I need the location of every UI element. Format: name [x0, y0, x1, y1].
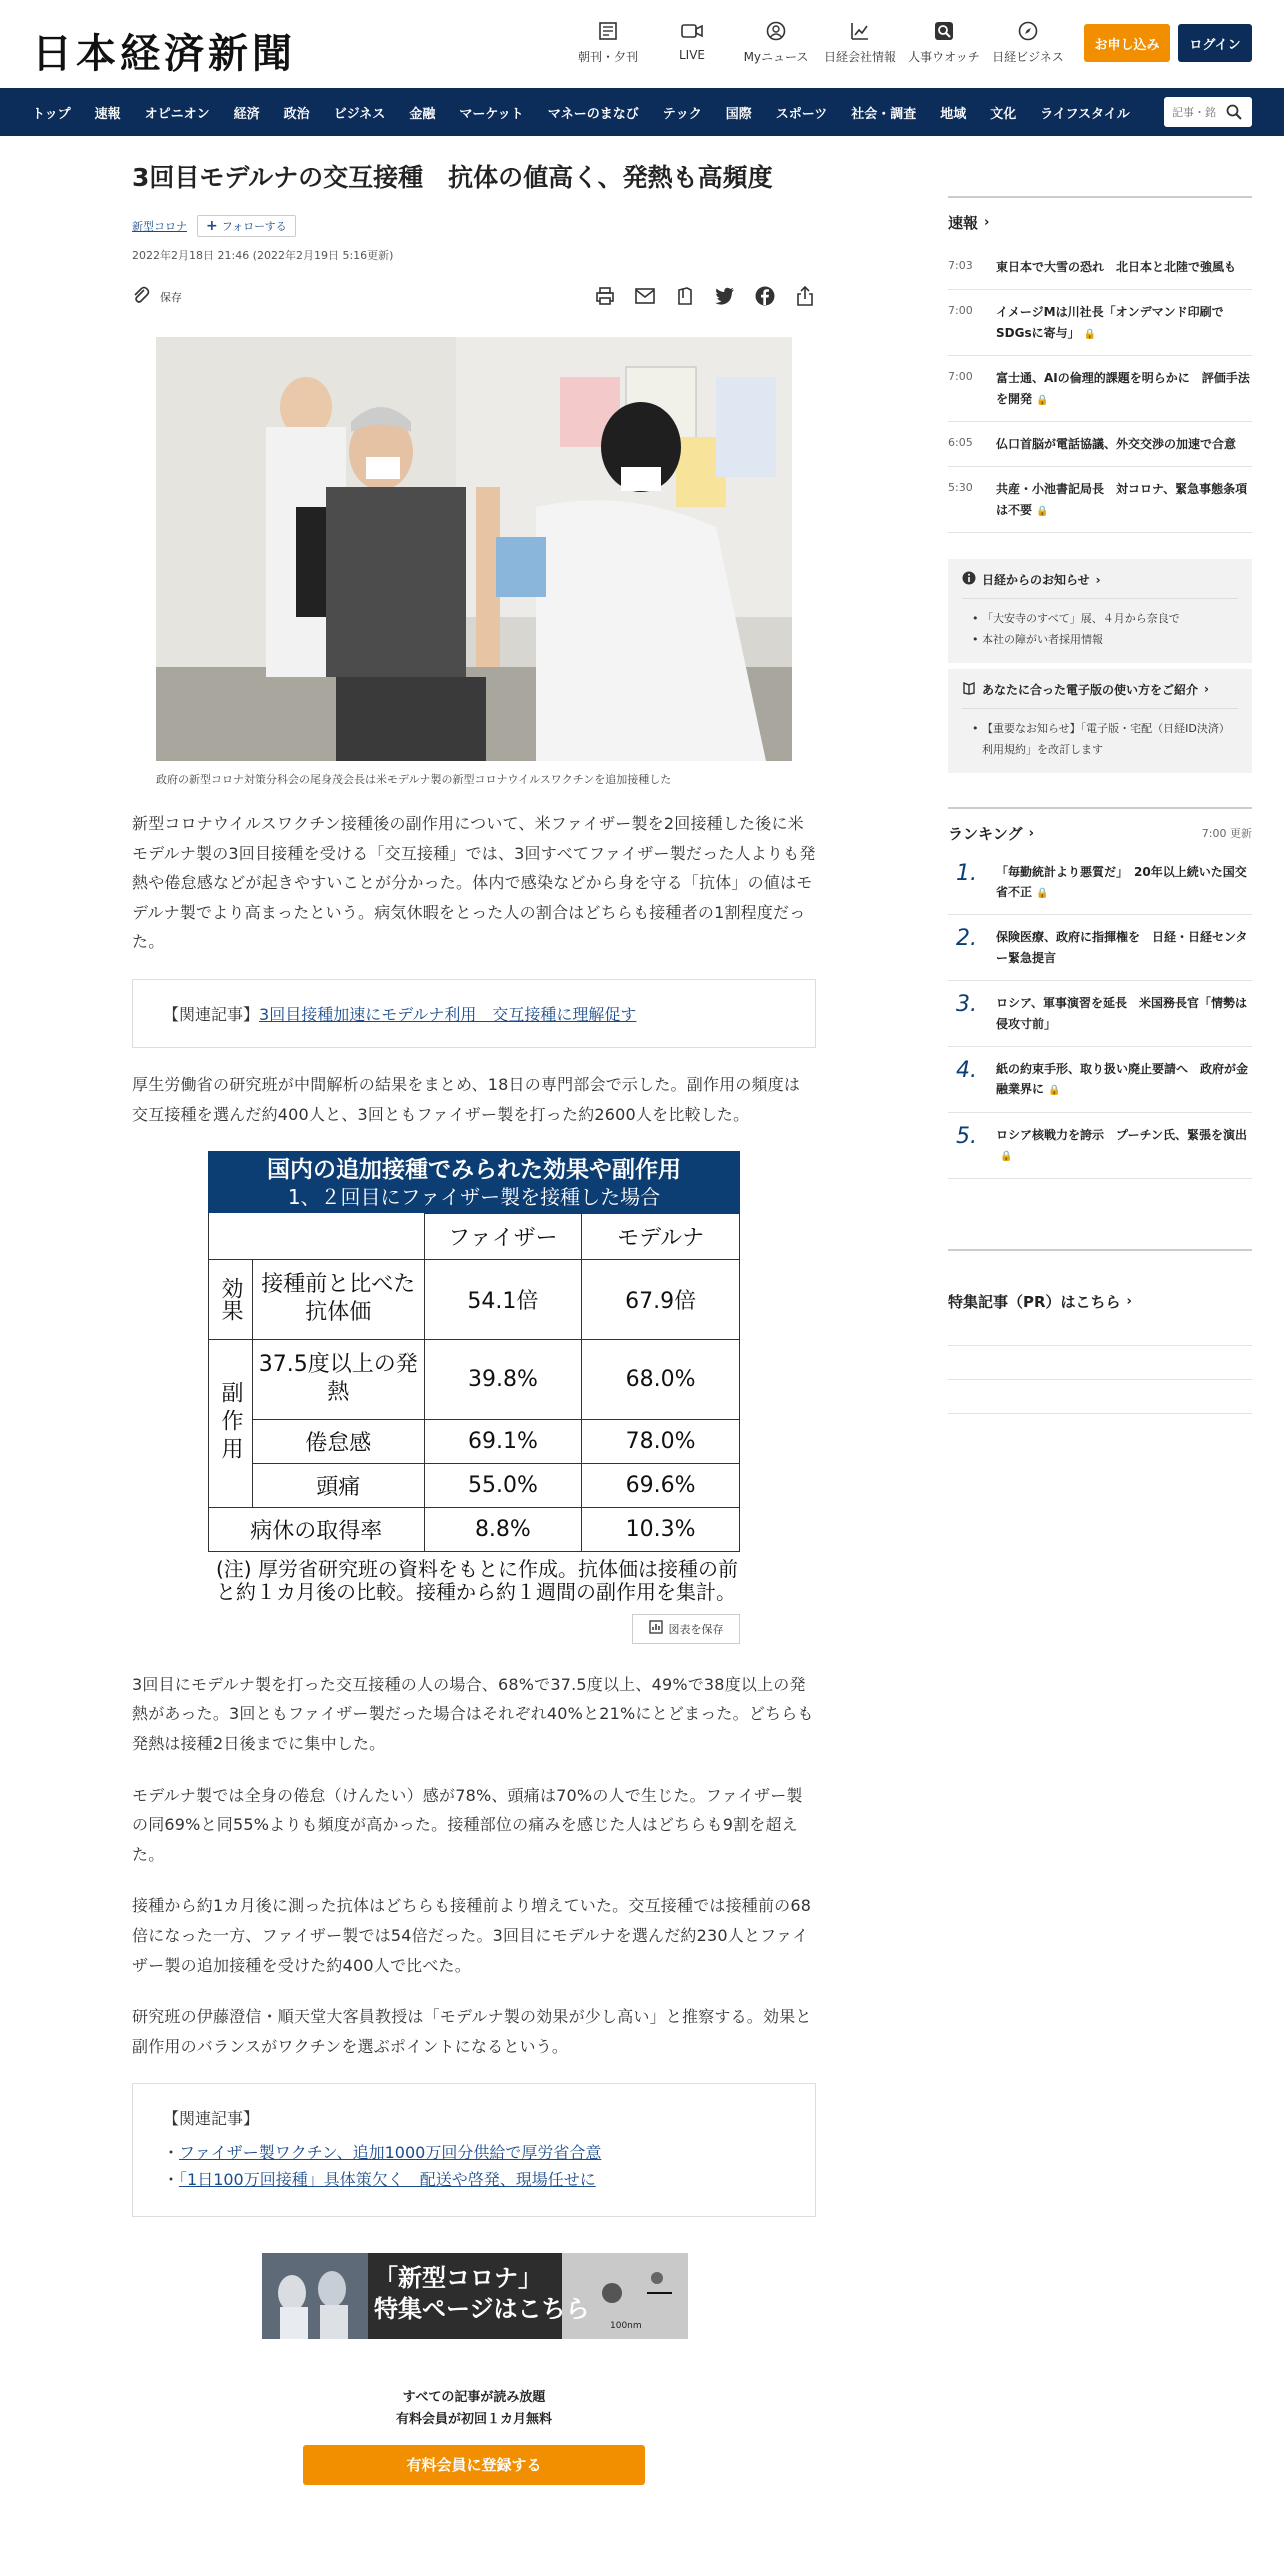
- main-nav: [0, 88, 1284, 136]
- sokuho-title: 速報: [948, 214, 979, 232]
- search-box: [1164, 97, 1252, 127]
- ranking-item[interactable]: [948, 850, 1252, 916]
- group-label: 副作用: [209, 1339, 253, 1507]
- news-text: 共産・小池書記局長 対コロナ、緊急事態条項は不要: [996, 482, 1248, 517]
- lock-icon: 🔒: [1036, 394, 1049, 406]
- news-item[interactable]: [948, 356, 1252, 422]
- tag-row: [132, 215, 816, 237]
- article-tools: [132, 285, 816, 315]
- related-articles-box: [132, 2083, 816, 2216]
- follow-button[interactable]: [197, 215, 296, 237]
- table-cell: 68.0%: [582, 1339, 740, 1419]
- site-header: [0, 0, 1284, 88]
- banner-line: 特集ページはこちら: [374, 2294, 590, 2323]
- nav-item[interactable]: 社会・調査: [851, 106, 917, 122]
- nav-item[interactable]: オピニオン: [144, 106, 210, 122]
- related-link[interactable]: ファイザー製ワクチン、追加1000万回分供給で厚労省合意: [179, 2143, 602, 2163]
- notice-heading[interactable]: [962, 571, 1238, 599]
- header-link-label: Myニュース: [743, 50, 809, 64]
- table-row: [209, 1419, 740, 1463]
- pr-slot: [948, 1346, 1252, 1380]
- table-cell: [209, 1213, 425, 1259]
- sokuho-heading[interactable]: [948, 212, 1252, 233]
- paywall: [132, 2387, 816, 2431]
- news-text: 東日本で大雪の恐れ 北日本と北陸で強風も: [996, 260, 1237, 274]
- bookmark-icon[interactable]: [674, 285, 696, 307]
- book-icon: [962, 681, 976, 698]
- newspaper-icon: [597, 20, 619, 42]
- table-cell: 67.9倍: [582, 1259, 740, 1339]
- nav-item[interactable]: 速報: [94, 106, 121, 122]
- header-link-live[interactable]: [652, 20, 732, 62]
- rank-text: 紙の約束手形、取り扱い廃止要請へ 政府が金融業界に: [996, 1062, 1249, 1097]
- group-label: 効果: [209, 1259, 253, 1339]
- rank-number: 4.: [956, 1058, 977, 1084]
- topic-tag[interactable]: 新型コロナ: [132, 220, 187, 233]
- pr-title: 特集記事（PR）はこちら: [948, 1292, 1121, 1311]
- subscribe-button[interactable]: お申し込み: [1084, 24, 1170, 62]
- rank-number: 1.: [956, 860, 977, 886]
- share-icon[interactable]: [794, 285, 816, 307]
- table-row: [209, 1213, 740, 1259]
- figure-table: [208, 1151, 740, 1644]
- header-link-label: 朝刊・夕刊: [577, 50, 638, 64]
- news-text: 富士通、AIの倫理的課題を明らかに 評価手法を開発: [996, 371, 1250, 406]
- howto-item[interactable]: • 【重要なお知らせ】「電子版・宅配（日経ID決済）利用規約」を改訂します: [962, 719, 1238, 761]
- table-row: [209, 1259, 740, 1339]
- header-link-paper[interactable]: [568, 20, 648, 65]
- paragraph: 厚生労働省の研究班が中間解析の結果をまとめ、18日の専門部会で示した。副作用の頻度は交互接種を選んだ約400人と、3回ともファイザー製を打った約2600人を比較した。: [132, 1074, 801, 1124]
- news-text: 仏口首脳が電話協議、外交交渉の加速で合意: [996, 436, 1237, 451]
- table-row: [209, 1463, 740, 1507]
- data-table: [208, 1213, 740, 1552]
- notice-list: [962, 599, 1238, 651]
- table-cell: 78.0%: [582, 1419, 740, 1463]
- howto-box: [948, 669, 1252, 773]
- sidebar: [948, 196, 1252, 1414]
- sidebar-divider: [948, 807, 1252, 809]
- ranking-heading[interactable]: [948, 823, 1252, 844]
- rank-text: ロシア核戦力を誇示 プーチン氏、緊張を演出: [996, 1127, 1248, 1142]
- article-photo: [156, 337, 792, 761]
- chevron-right-icon: ›: [1028, 825, 1034, 841]
- info-icon: [962, 571, 976, 588]
- related-item: ・「1日100万回接種」具体策欠く 配送や啓発、現場任せに: [163, 2170, 596, 2190]
- column-header: モデルナ: [582, 1213, 740, 1259]
- header-link-label: LIVE: [678, 48, 705, 62]
- twitter-icon[interactable]: [714, 285, 736, 307]
- row-label: 37.5度以上の発熱: [252, 1339, 424, 1419]
- save-button[interactable]: [132, 285, 182, 308]
- nav-item[interactable]: マネーのまなび: [547, 106, 639, 122]
- chevron-right-icon: ›: [984, 215, 990, 230]
- sidebar-divider: [948, 1249, 1252, 1251]
- row-label: 接種前と比べた抗体価: [252, 1259, 424, 1339]
- lock-icon: 🔒: [1048, 1085, 1061, 1097]
- notice-box: [948, 559, 1252, 663]
- chevron-right-icon: ›: [1095, 572, 1101, 587]
- banner-text: [374, 2263, 590, 2325]
- figure-note: (注) 厚労省研究班の資料をもとに作成。抗体価は接種の前と約１カ月後の比較。接種から約１週間の副作用を集計。: [216, 1556, 738, 1604]
- sokuho-list: [948, 245, 1252, 533]
- video-icon: [681, 20, 703, 42]
- paywall-text: すべての記事が読み放題: [402, 2389, 546, 2405]
- nav-item[interactable]: ライフスタイル: [1040, 106, 1130, 122]
- header-link-label: 人事ウオッチ: [908, 50, 980, 64]
- table-cell: 69.1%: [424, 1419, 582, 1463]
- table-row: [209, 1507, 740, 1551]
- banner-line: 「新型コロナ」: [374, 2263, 542, 2292]
- paragraph: 新型コロナウイルスワクチン接種後の副作用について、米ファイザー製を2回接種した後に米モデルナ製の3回目接種を受ける「交互接種」では、3回すべてファイザー製だった人よりも発熱や倦怠感などが起きやすいことが分かった。体内で感染などから身を守る「抗体」の値はモデルナ製でより高まったという。病気休暇をとった人の割合はどちらも接種者の1割程度だった。: [132, 814, 816, 952]
- ranking-updated: [1202, 825, 1252, 841]
- nav-item[interactable]: トップ: [32, 106, 71, 122]
- ranking-item[interactable]: [948, 915, 1252, 981]
- register-button[interactable]: 有料会員に登録する: [303, 2445, 645, 2485]
- photo-caption: 政府の新型コロナ対策分科会の尾身茂会長は米モデルナ製の新型コロナウイルスワクチンを追加接種した: [156, 773, 672, 786]
- nav-item[interactable]: スポーツ: [775, 106, 828, 122]
- ranking-item[interactable]: [948, 1113, 1252, 1179]
- sidebar-divider: [948, 196, 1252, 198]
- row-label: 病休の取得率: [209, 1507, 425, 1551]
- row-label: 倦怠感: [252, 1419, 424, 1463]
- ranking-item[interactable]: [948, 1047, 1252, 1113]
- nav-item[interactable]: ビジネス: [333, 106, 386, 122]
- news-item[interactable]: [948, 245, 1252, 290]
- share-buttons: [576, 285, 816, 307]
- howto-title: あなたに合った電子版の使い方をご紹介: [982, 682, 1199, 697]
- nav-item[interactable]: 国際: [725, 106, 752, 122]
- header-link-company[interactable]: [820, 20, 900, 65]
- ranking-list: [948, 850, 1252, 1179]
- user-icon: [765, 20, 787, 42]
- notice-item[interactable]: • 本社の障がい者採用情報: [962, 630, 1238, 651]
- news-item[interactable]: [948, 290, 1252, 356]
- paragraph: モデルナ製では全身の倦怠（けんたい）感が78%、頭痛は70%の人で生じた。ファイザー製の同69%と同55%よりも頻度が高かった。接種部位の痛みを感じた人はどちらも9割を超えた。: [132, 1785, 803, 1864]
- lock-icon: 🔒: [1083, 328, 1097, 340]
- row-label: 頭痛: [252, 1463, 424, 1507]
- news-time: 6:05: [948, 435, 973, 449]
- howto-list: [962, 709, 1238, 761]
- paywall-text: 有料会員が初回１カ月無料: [395, 2411, 552, 2427]
- table-cell: 55.0%: [424, 1463, 582, 1507]
- paragraph: 接種から約1カ月後に測った抗体はどちらも接種前より増えていた。交互接種では接種前の68倍になった一方、ファイザー製では54倍だった。3回目にモデルナを選んだ約230人とファイザー製の追加接種を受けた約400人で比べた。: [132, 1896, 812, 1975]
- news-text: イメージMは川社長「オンデマンド印刷でSDGsに寄与」: [996, 305, 1224, 340]
- table-cell: 8.8%: [424, 1507, 582, 1551]
- facebook-icon[interactable]: [754, 285, 776, 307]
- header-link-label: 日経会社情報: [823, 50, 896, 64]
- paperclip-icon: [132, 285, 150, 308]
- related-heading: 【関連記事】: [163, 2109, 260, 2129]
- chevron-right-icon: ›: [1204, 682, 1209, 697]
- news-item[interactable]: [948, 422, 1252, 467]
- banner-scale: 100nm: [610, 2320, 642, 2331]
- news-time: 5:30: [948, 481, 973, 495]
- nav-item[interactable]: 金融: [409, 106, 436, 122]
- table-cell: 54.1倍: [424, 1259, 582, 1339]
- related-article-box: [132, 979, 816, 1048]
- notice-item[interactable]: • 「大安寺のすべて」展、４月から奈良で: [962, 609, 1238, 630]
- table-row: [209, 1339, 740, 1419]
- rank-text: 「毎勤統計より悪質だ」 20年以上続いた国交省不正: [996, 864, 1247, 900]
- print-icon[interactable]: [594, 285, 616, 307]
- chevron-right-icon: ›: [1126, 1293, 1132, 1309]
- save-figure-label: 図表を保存: [668, 1622, 724, 1636]
- rank-text: ロシア、軍事演習を延長 米国務長官「情勢は侵攻寸前」: [996, 996, 1248, 1031]
- lock-icon: 🔒: [1036, 505, 1049, 517]
- login-button[interactable]: ログイン: [1178, 24, 1252, 62]
- table-cell: 10.3%: [582, 1507, 740, 1551]
- notice-title: 日経からのお知らせ: [982, 573, 1090, 588]
- article: [132, 160, 816, 2485]
- news-item[interactable]: [948, 467, 1252, 533]
- chart-icon: [649, 1620, 663, 1637]
- related-item: ・ファイザー製ワクチン、追加1000万回分供給で厚労省合意: [163, 2143, 602, 2163]
- search-icon[interactable]: [1222, 100, 1246, 124]
- nav-item[interactable]: 政治: [283, 106, 310, 122]
- corona-special-banner[interactable]: [262, 2253, 688, 2339]
- mail-icon[interactable]: [634, 285, 656, 307]
- nav-item[interactable]: 経済: [233, 106, 260, 122]
- header-link-label: 日経ビジネス: [992, 50, 1064, 64]
- follow-label: フォローする: [221, 220, 287, 233]
- search-input[interactable]: [1164, 106, 1222, 119]
- pr-slot: [948, 1380, 1252, 1414]
- news-time: 7:00: [948, 370, 973, 384]
- pr-heading[interactable]: [948, 1291, 1252, 1312]
- rank-number: 5.: [956, 1123, 977, 1149]
- save-figure-button[interactable]: [632, 1614, 740, 1644]
- table-cell: 69.6%: [582, 1463, 740, 1507]
- header-link-jinji[interactable]: [904, 20, 984, 65]
- ranking-time: 7:00: [1201, 826, 1227, 840]
- nav-item[interactable]: マーケット: [459, 106, 524, 122]
- plus-icon: +: [206, 218, 218, 234]
- compass-icon: [1017, 20, 1039, 42]
- paragraph: 研究班の伊藤澄信・順天堂大客員教授は「モデルナ製の効果が少し高い」と推察する。効果と副作用のバランスがワクチンを選ぶポイントになるという。: [132, 2007, 812, 2056]
- paragraph: 3回目にモデルナ製を打った交互接種の人の場合、68%で37.5度以上、49%で38度以上の発熱があった。3回ともファイザー製だった場合はそれぞれ40%と21%にとどまった。どちらも発熱は接種2日後までに集中した。: [132, 1674, 814, 1753]
- rank-number: 2.: [956, 926, 977, 952]
- news-time: 7:00: [948, 304, 973, 318]
- column-header: ファイザー: [424, 1213, 582, 1259]
- site-logo[interactable]: 日本経済新聞: [32, 30, 296, 77]
- ranking-update-label: 更新: [1230, 826, 1252, 840]
- header-link-business[interactable]: [988, 20, 1068, 65]
- publish-date: 2022年2月18日 21:46 (2022年2月19日 5:16更新): [132, 249, 394, 262]
- lock-icon: 🔒: [1036, 888, 1049, 900]
- related-link[interactable]: 「1日100万回接種」具体策欠く 配送や啓発、現場任せに: [179, 2170, 596, 2190]
- nav-item[interactable]: テック: [662, 106, 702, 122]
- nav-item[interactable]: 文化: [990, 106, 1017, 122]
- howto-heading[interactable]: [962, 681, 1238, 709]
- nav-list: [20, 88, 1142, 136]
- chart-icon: [849, 20, 871, 42]
- related-prefix: 【関連記事】: [163, 1004, 260, 1024]
- related-link[interactable]: 3回目接種加速にモデルナ利用 交互接種に理解促す: [259, 1004, 637, 1024]
- header-link-mynews[interactable]: [736, 20, 816, 65]
- rank-number: 3.: [956, 992, 977, 1018]
- news-time: 7:03: [948, 259, 973, 272]
- rank-text: 保険医療、政府に指揮権を 日経・日経センター緊急提言: [996, 930, 1248, 965]
- ranking-item[interactable]: [948, 981, 1252, 1047]
- figure-subtitle: 1、２回目にファイザー製を接種した場合: [287, 1184, 661, 1209]
- ranking-title: ランキング: [948, 824, 1023, 843]
- article-title: 3回目モデルナの交互接種 抗体の値高く、発熱も高頻度: [132, 163, 773, 192]
- save-label: 保存: [160, 290, 182, 304]
- pr-slot: [948, 1312, 1252, 1346]
- figure-header: [208, 1151, 740, 1213]
- search-person-icon: [933, 20, 955, 42]
- nav-item[interactable]: 地域: [940, 106, 967, 122]
- lock-icon: 🔒: [1000, 1151, 1013, 1163]
- figure-title: 国内の追加接種でみられた効果や副作用: [267, 1157, 681, 1184]
- table-cell: 39.8%: [424, 1339, 582, 1419]
